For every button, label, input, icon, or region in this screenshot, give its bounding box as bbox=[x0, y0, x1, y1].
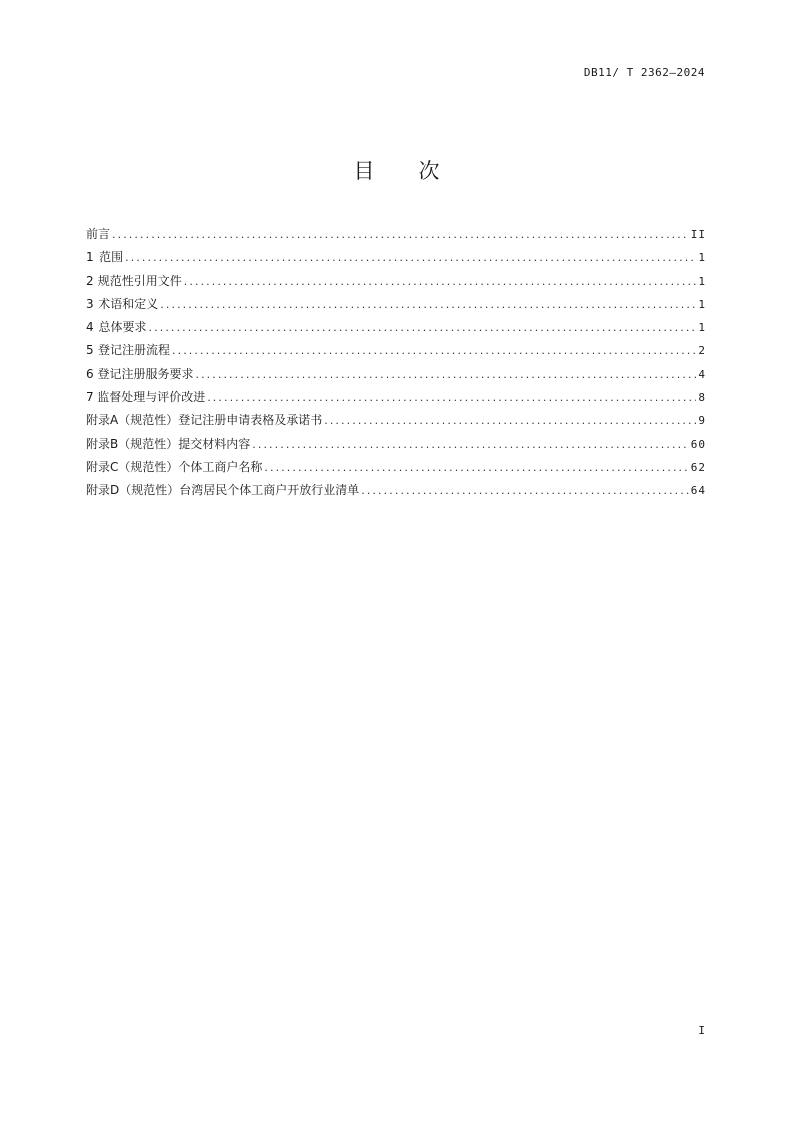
toc-entry-label: 范围 bbox=[99, 250, 124, 265]
toc-entry-label: 规范性引用文件 bbox=[97, 273, 182, 288]
toc-entry-label: 监督处理与评价改进 bbox=[97, 390, 206, 405]
toc-entry-page: 1 bbox=[698, 251, 706, 265]
toc-entry-label: 登记注册服务要求 bbox=[97, 366, 194, 381]
toc-entry-label: 台湾居民个体工商户开放行业清单 bbox=[179, 483, 360, 498]
toc-entry-label: 登记注册申请表格及承诺书 bbox=[178, 413, 323, 428]
toc-entry-appendix-c[interactable] bbox=[86, 458, 706, 481]
page-number: I bbox=[698, 1024, 705, 1037]
toc-leader-dots bbox=[125, 251, 696, 264]
toc-entry-number: 7 bbox=[86, 390, 94, 405]
toc-entry-number: 1 bbox=[86, 250, 94, 265]
toc-entry-registration-process[interactable] bbox=[86, 341, 706, 364]
toc-entry-normative-references[interactable] bbox=[86, 272, 706, 295]
toc-entry-supervision[interactable] bbox=[86, 388, 706, 411]
toc-entry-page: 8 bbox=[698, 391, 706, 405]
toc-entry-page: 62 bbox=[690, 460, 706, 474]
toc-leader-dots bbox=[149, 321, 697, 334]
toc-appendix-prefix: 附录C（规范性） bbox=[86, 459, 179, 474]
toc-leader-dots bbox=[252, 438, 689, 451]
toc-leader-dots bbox=[361, 484, 688, 497]
toc-entry-label: 提交材料内容 bbox=[178, 436, 251, 451]
toc-entry-terms[interactable] bbox=[86, 295, 706, 318]
toc-entry-page: 60 bbox=[690, 437, 706, 451]
toc-entry-appendix-b[interactable] bbox=[86, 435, 706, 458]
toc-entry-label: 登记注册流程 bbox=[98, 343, 171, 358]
toc-entry-appendix-d[interactable] bbox=[86, 481, 706, 504]
toc-entry-scope[interactable] bbox=[86, 248, 706, 271]
toc-entry-label: 术语和定义 bbox=[98, 296, 159, 311]
toc-entry-page: 2 bbox=[698, 344, 706, 358]
toc-entry-page: II bbox=[690, 228, 706, 241]
toc-appendix-prefix: 附录A（规范性） bbox=[86, 413, 179, 428]
toc-entry-page: 9 bbox=[698, 414, 706, 428]
toc-entry-service-requirements[interactable] bbox=[86, 365, 706, 388]
toc-entry-page: 1 bbox=[698, 274, 706, 288]
document-code: DB11/ T 2362—2024 bbox=[583, 66, 705, 79]
toc-leader-dots bbox=[112, 228, 689, 241]
toc-leader-dots bbox=[264, 461, 688, 474]
toc-leader-dots bbox=[172, 344, 696, 357]
toc-entry-label: 总体要求 bbox=[98, 320, 147, 335]
toc-leader-dots bbox=[207, 391, 696, 404]
toc-entry-appendix-a[interactable] bbox=[86, 411, 706, 434]
toc-entry-number: 4 bbox=[86, 320, 94, 335]
toc-leader-dots bbox=[324, 414, 696, 427]
toc-entry-page: 4 bbox=[698, 367, 706, 381]
toc-leader-dots bbox=[195, 368, 696, 381]
toc-entry-page: 1 bbox=[698, 297, 706, 311]
toc-entry-number: 5 bbox=[86, 343, 94, 358]
toc-entry-general-requirements[interactable] bbox=[86, 318, 706, 341]
toc-entry-label: 个体工商户名称 bbox=[178, 459, 263, 474]
toc-entry-number: 2 bbox=[86, 273, 94, 288]
page-title: 目次 bbox=[353, 159, 484, 183]
toc-entry-page: 1 bbox=[698, 321, 706, 335]
toc-appendix-prefix: 附录B（规范性） bbox=[86, 436, 179, 451]
toc-entry-number: 3 bbox=[86, 296, 94, 311]
toc-leader-dots bbox=[160, 298, 696, 311]
table-of-contents bbox=[86, 225, 706, 505]
toc-entry-label: 前言 bbox=[86, 227, 111, 241]
toc-entry-number: 6 bbox=[86, 366, 94, 381]
toc-entry-page: 64 bbox=[690, 484, 706, 498]
toc-leader-dots bbox=[184, 275, 697, 288]
toc-appendix-prefix: 附录D（规范性） bbox=[86, 483, 180, 498]
toc-entry-foreword[interactable] bbox=[86, 225, 706, 248]
